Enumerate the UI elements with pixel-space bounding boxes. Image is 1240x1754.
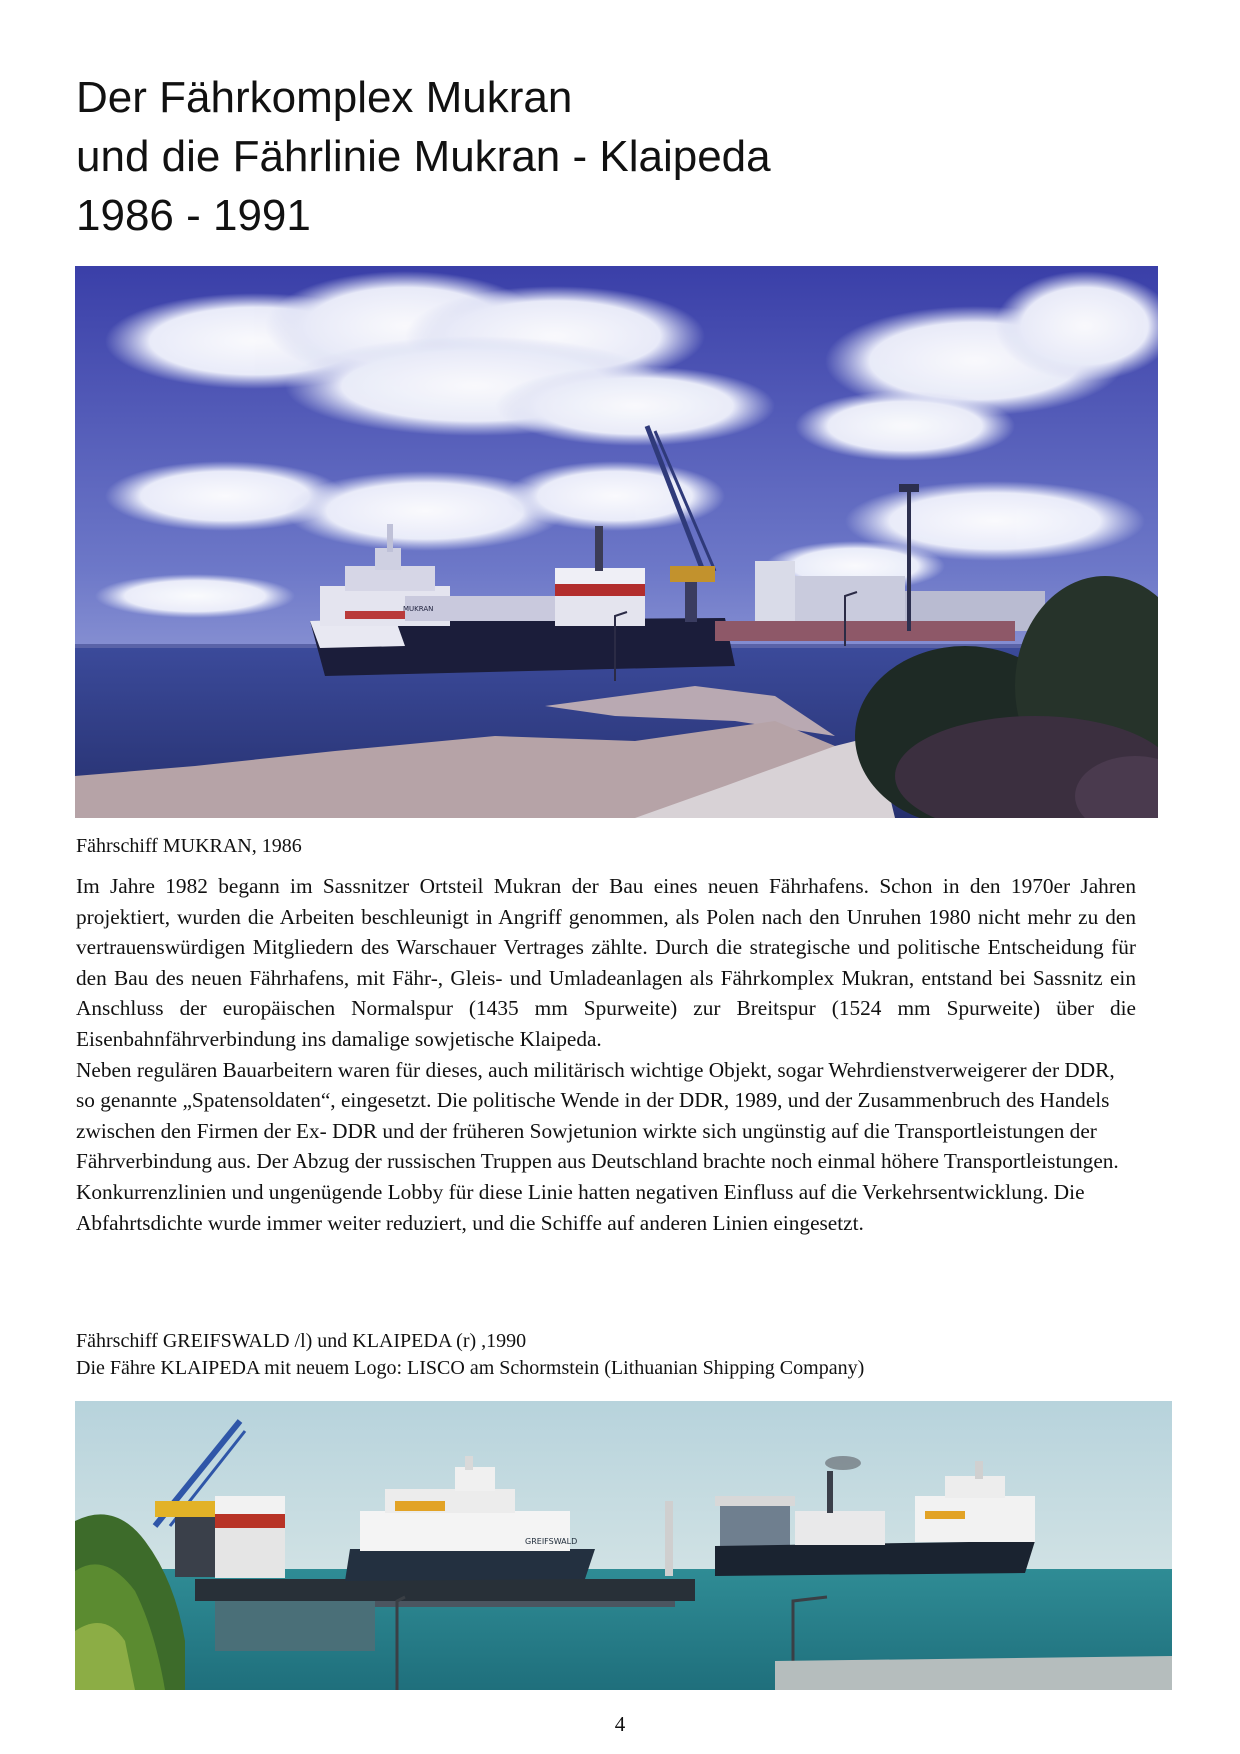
page-number: 4 xyxy=(614,1712,626,1736)
title-line-2: und die Fährlinie Mukran - Klaipeda xyxy=(76,132,771,181)
ferry-mukran-illustration xyxy=(75,266,1158,818)
body-text xyxy=(76,871,1136,1238)
caption-klaipeda-logo: Die Fähre KLAIPEDA mit neuem Logo: LISCO am Schormstein (Lithuanian Shipping Company) xyxy=(76,1357,865,1379)
caption-greifswald-klaipeda: Fährschiff GREIFSWALD /l) und KLAIPEDA (r) ,1990 xyxy=(76,1330,527,1352)
title-line-1: Der Fährkomplex Mukran xyxy=(76,73,573,122)
caption-mukran: Fährschiff MUKRAN, 1986 xyxy=(76,835,302,857)
ship-name-greifswald: GREIFSWALD xyxy=(525,1537,578,1546)
page-title xyxy=(76,68,1176,245)
title-line-3: 1986 - 1991 xyxy=(76,191,311,240)
body-paragraph-2: Neben regulären Bauarbeitern waren für dieses, auch militärisch wichtige Objekt, sogar Wehrdienstverweigerer der DDR, so genannte „Spatensoldaten“, eingesetzt. Die politische Wende in der DDR, 1989, und der Zusammenbruch des Handels zwischen den Firmen der Ex- DDR und der früheren Sowjetunion wirkte sich ungünstig auf die Transportleistungen der Fährverbindung aus. Der Abzug der russischen Truppen aus Deutschland brachte noch einmal höhere Transportleistungen. Konkurrenzlinien und ungenügende Lobby für diese Linie hatten negativen Einfluss auf die Verkehrsentwicklung. Die Abfahrtsdichte wurde immer weiter reduziert, und die Schiffe auf anderen Linien eingesetzt. xyxy=(76,1057,1119,1235)
ship-name-mukran: MUKRAN xyxy=(403,605,434,613)
ferries-greifswald-klaipeda-illustration xyxy=(75,1401,1172,1690)
ferry-mukran-photo xyxy=(75,266,1158,818)
ferries-greifswald-klaipeda-photo xyxy=(75,1401,1172,1690)
body-paragraph-1: Im Jahre 1982 begann im Sassnitzer Ortsteil Mukran der Bau eines neuen Fährhafens. Schon in den 1970er Jahren projektiert, wurden die Arbeiten beschleunigt in Angriff genommen, als Polen nach den Unruhen 1980 nicht mehr zu den vertrauenswürdigen Mitgliedern des Warschauer Vertrages zählte. Durch die strategische und politische Entscheidung für den Bau des neuen Fährhafens, mit Fähr-, Gleis- und Umladeanlagen als Fährkomplex Mukran, entstand bei Sassnitz ein Anschluss der europäischen Normalspur (1435 mm Spurweite) zur Breitspur (1524 mm Spurweite) über die Eisenbahnfährverbindung ins damalige sowjetische Klaipeda. xyxy=(76,874,1136,1051)
